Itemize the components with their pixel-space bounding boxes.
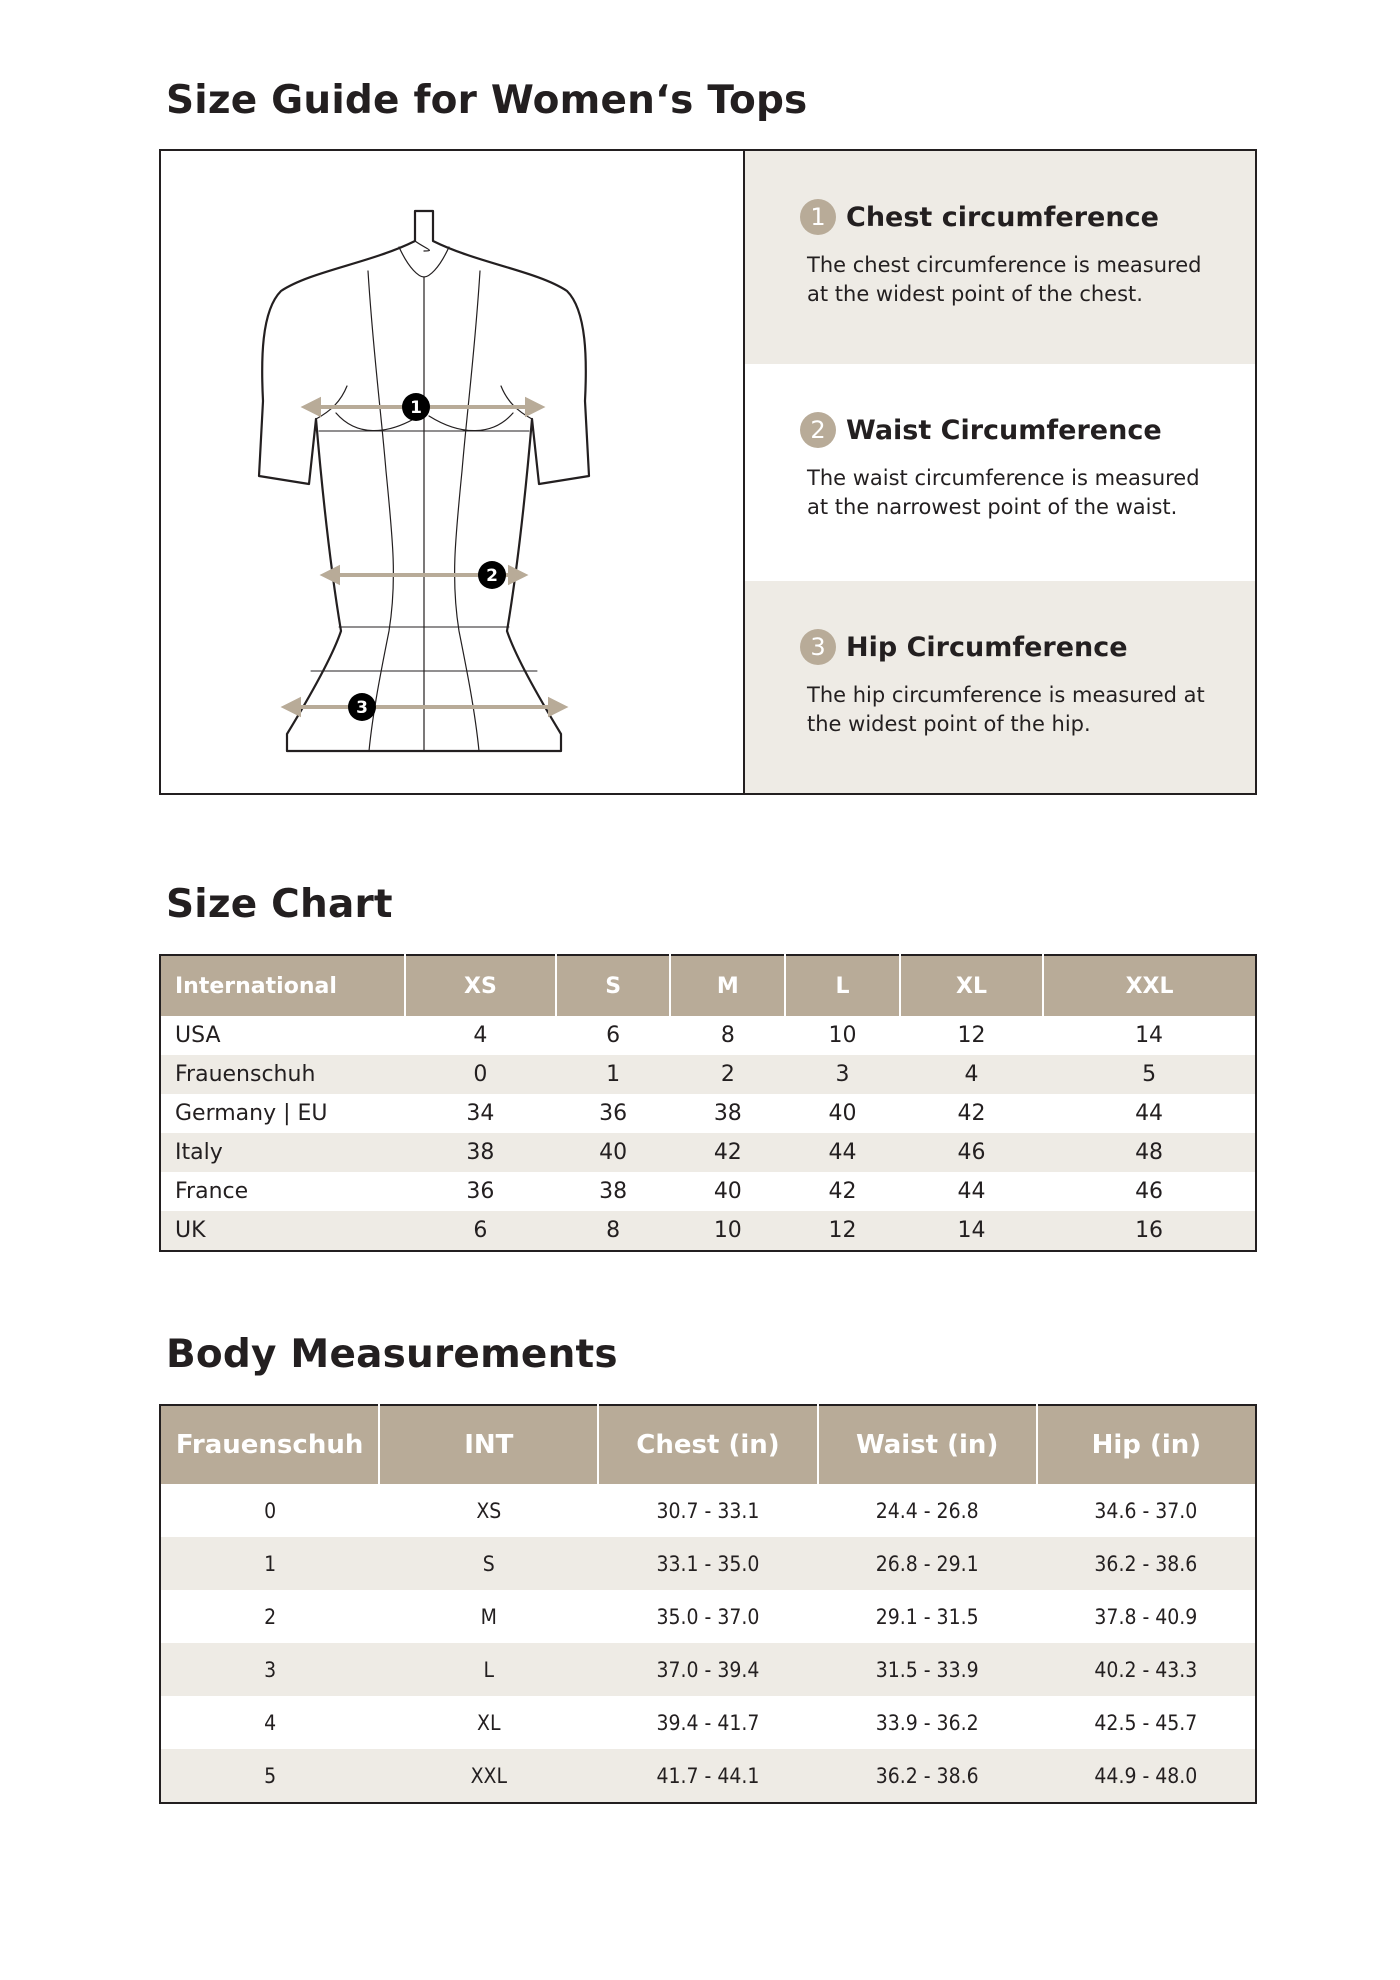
table-row	[160, 1055, 1256, 1094]
table-cell: M	[480, 1604, 497, 1629]
table-cell: 33.1 - 35.0	[598, 1537, 817, 1590]
table-row	[160, 1172, 1256, 1211]
torso-figure-panel	[161, 151, 745, 793]
row-label: France	[175, 1179, 249, 1204]
table-cell: 12	[957, 1023, 986, 1048]
table-cell: 5	[160, 1749, 379, 1803]
column-header: L	[785, 955, 900, 1016]
guide-item-title: Waist Circumference	[846, 414, 1162, 446]
table-cell: XS	[476, 1498, 502, 1523]
table-cell: 44	[957, 1179, 986, 1204]
table-cell: 8	[720, 1023, 735, 1048]
table-row	[160, 1484, 1256, 1537]
table-cell: 37.8 - 40.9	[1094, 1604, 1198, 1629]
table-cell: 46	[900, 1133, 1043, 1172]
table-cell: 42.5 - 45.7	[1094, 1710, 1198, 1735]
table-row	[160, 1094, 1256, 1133]
table-cell: 40.2 - 43.3	[1037, 1643, 1256, 1696]
column-header: S	[556, 955, 671, 1016]
row-label: USA	[175, 1023, 221, 1048]
column-header: Hip (in)	[1037, 1405, 1256, 1484]
table-row	[160, 1537, 1256, 1590]
table-cell: 36	[466, 1179, 495, 1204]
row-label: Frauenschuh	[160, 1055, 405, 1094]
measurement-guide	[159, 149, 1257, 795]
table-cell: 44	[1135, 1101, 1164, 1126]
table-cell: 1	[556, 1055, 671, 1094]
guide-item-hip	[745, 581, 1255, 793]
number-badge-icon: 3	[800, 629, 836, 665]
size-chart-title: Size Chart	[166, 882, 393, 927]
table-cell: 42	[670, 1133, 785, 1172]
table-cell: 44	[785, 1133, 900, 1172]
table-cell: 14	[1135, 1023, 1164, 1048]
column-header: International	[160, 955, 405, 1016]
table-cell: 3	[785, 1055, 900, 1094]
table-row	[160, 1133, 1256, 1172]
table-cell: 4	[900, 1055, 1043, 1094]
torso-illustration	[161, 151, 743, 793]
table-cell: 24.4 - 26.8	[875, 1498, 979, 1523]
table-cell: 38	[599, 1179, 628, 1204]
table-row	[160, 1016, 1256, 1055]
table-cell: 40	[713, 1179, 742, 1204]
table-cell: L	[379, 1643, 598, 1696]
number-badge-icon: 2	[800, 412, 836, 448]
table-cell: XL	[477, 1710, 501, 1735]
table-cell: 14	[900, 1211, 1043, 1251]
table-cell: 36.2 - 38.6	[818, 1749, 1037, 1803]
marker-3-label: 3	[356, 698, 368, 718]
measurement-descriptions	[745, 151, 1255, 793]
table-cell: 34	[466, 1101, 495, 1126]
table-cell: 36	[599, 1101, 628, 1126]
table-cell: 2	[264, 1604, 277, 1629]
table-cell: S	[379, 1537, 598, 1590]
table-cell: 10	[670, 1211, 785, 1251]
size-chart-header-row	[160, 955, 1256, 1016]
guide-item-waist	[745, 364, 1255, 581]
column-header: INT	[379, 1405, 598, 1484]
table-cell: 0	[264, 1498, 277, 1523]
table-cell: 8	[556, 1211, 671, 1251]
table-cell: 33.9 - 36.2	[875, 1710, 979, 1735]
table-cell: 40	[828, 1101, 857, 1126]
table-cell: 6	[405, 1211, 556, 1251]
table-cell: 4	[473, 1023, 488, 1048]
table-cell: 2	[670, 1055, 785, 1094]
table-cell: 30.7 - 33.1	[656, 1498, 760, 1523]
table-cell: 42	[828, 1179, 857, 1204]
table-cell: 0	[405, 1055, 556, 1094]
guide-item-text: The hip circumference is measured at the widest point of the hip.	[807, 683, 1205, 736]
table-row	[160, 1696, 1256, 1749]
body-measurements-title: Body Measurements	[166, 1332, 618, 1377]
table-cell: 5	[1043, 1055, 1256, 1094]
guide-item-title: Hip Circumference	[846, 631, 1128, 663]
table-cell: 34.6 - 37.0	[1094, 1498, 1198, 1523]
marker-1-label: 1	[410, 398, 422, 418]
table-cell: 12	[785, 1211, 900, 1251]
guide-item-text: The chest circumference is measured at the widest point of the chest.	[807, 253, 1202, 306]
guide-item-text: The waist circumference is measured at the narrowest point of the waist.	[807, 466, 1200, 519]
table-cell: 10	[828, 1023, 857, 1048]
page-title: Size Guide for Women‘s Tops	[166, 78, 808, 123]
table-cell: 16	[1043, 1211, 1256, 1251]
guide-item-chest	[745, 151, 1255, 364]
column-header: XL	[900, 955, 1043, 1016]
table-cell: 48	[1043, 1133, 1256, 1172]
number-badge-icon: 1	[800, 199, 836, 235]
column-header: Chest (in)	[598, 1405, 817, 1484]
table-cell: 29.1 - 31.5	[875, 1604, 979, 1629]
table-cell: 36.2 - 38.6	[1037, 1537, 1256, 1590]
size-chart-table	[159, 954, 1257, 1252]
row-label: UK	[160, 1211, 405, 1251]
body-measurements-table	[159, 1404, 1257, 1804]
column-header: Waist (in)	[818, 1405, 1037, 1484]
table-cell: 42	[957, 1101, 986, 1126]
table-cell: 26.8 - 29.1	[818, 1537, 1037, 1590]
table-cell: 41.7 - 44.1	[598, 1749, 817, 1803]
table-cell: 40	[556, 1133, 671, 1172]
table-cell: 38	[713, 1101, 742, 1126]
table-cell: 4	[264, 1710, 277, 1735]
table-cell: 38	[405, 1133, 556, 1172]
row-label: Italy	[160, 1133, 405, 1172]
table-cell: XXL	[379, 1749, 598, 1803]
table-cell: 39.4 - 41.7	[656, 1710, 760, 1735]
table-row	[160, 1749, 1256, 1803]
body-measurements-header-row	[160, 1405, 1256, 1484]
table-row	[160, 1643, 1256, 1696]
table-cell: 46	[1135, 1179, 1164, 1204]
column-header: XS	[405, 955, 556, 1016]
table-cell: 37.0 - 39.4	[598, 1643, 817, 1696]
column-header: M	[670, 955, 785, 1016]
guide-item-title: Chest circumference	[846, 201, 1159, 233]
row-label: Germany | EU	[175, 1101, 328, 1126]
column-header: XXL	[1043, 955, 1256, 1016]
table-cell: 6	[606, 1023, 621, 1048]
marker-2-label: 2	[486, 566, 498, 586]
table-cell: 3	[160, 1643, 379, 1696]
table-cell: 31.5 - 33.9	[818, 1643, 1037, 1696]
table-row	[160, 1211, 1256, 1251]
table-cell: 1	[160, 1537, 379, 1590]
column-header: Frauenschuh	[160, 1405, 379, 1484]
table-row	[160, 1590, 1256, 1643]
table-cell: 35.0 - 37.0	[656, 1604, 760, 1629]
table-cell: 44.9 - 48.0	[1037, 1749, 1256, 1803]
